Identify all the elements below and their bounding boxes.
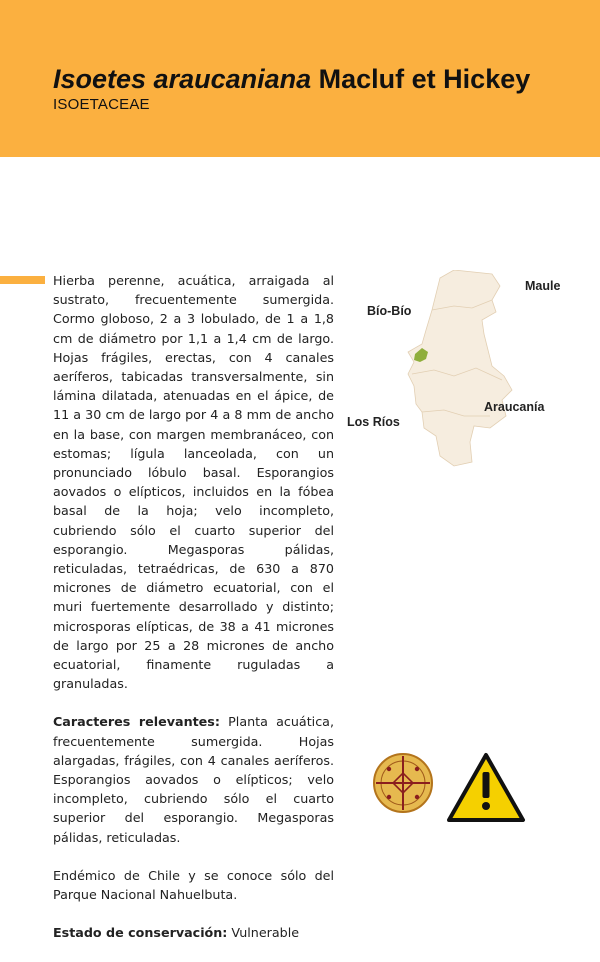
description-column bbox=[53, 271, 334, 962]
region-map-svg bbox=[342, 270, 592, 470]
relevant-characters-label: Caracteres relevantes: bbox=[53, 714, 220, 730]
species-author: Macluf et Hickey bbox=[318, 64, 531, 94]
family-name: ISOETACEAE bbox=[53, 96, 150, 113]
map-label-maule: Maule bbox=[525, 279, 561, 293]
map-label-losrios: Los Ríos bbox=[347, 415, 400, 429]
relevant-characters-text: Planta acuática, frecuentemente sumergida. Hojas alargadas, frágiles, con 4 canales aeríferos. Esporangios aovados o elípticos; velo incompleto, cubriendo sólo el cuarto superior del esporangio. Megasporas pálidas, reticuladas. bbox=[53, 714, 334, 845]
mapuche-seal-icon bbox=[372, 752, 434, 814]
conservation-label: Estado de conservación: bbox=[53, 925, 228, 941]
map-label-araucania: Araucanía bbox=[484, 400, 545, 414]
conservation-paragraph bbox=[53, 923, 334, 942]
warning-triangle-icon bbox=[446, 752, 526, 822]
species-title bbox=[53, 62, 530, 96]
land-shape bbox=[408, 270, 512, 466]
accent-bar bbox=[0, 276, 45, 284]
map-label-biobio: Bío-Bío bbox=[367, 304, 412, 318]
conservation-value: Vulnerable bbox=[231, 925, 300, 941]
description-paragraph: Hierba perenne, acuática, arraigada al sustrato, frecuentemente sumergida. Cormo globoso, 2 a 3 lobulado, de 1 a 1,8 cm de diámetro por 1,1 a 1,4 cm de largo. Hojas frágiles, erectas, con 4 canales aeríferos, tabicadas transversalmente, sin lámina dilatada, atenuadas en el ápice, de 11 a 30 cm de largo por 4 a 8 mm de ancho en la base, con margen membranáceo, con estomas; lígula lanceolada, con un pronunciado lóbulo basal. Esporangios aovados o elípticos, incluidos en la fóbea basal de la hoja; velo incompleto, cubriendo sólo el cuarto superior del esporangio. Megasporas pálidas, reticuladas, tetraédricas, de 630 a 870 micrones de diámetro ecuatorial, con el muri fuertemente desarrollado y distinto; microsporas elípticas, de 38 a 41 micrones de largo por 25 a 28 micrones de ancho ecuatorial, finamente ruguladas a granuladas. bbox=[53, 273, 334, 692]
distribution-paragraph: Endémico de Chile y se conoce sólo del Parque Nacional Nahuelbuta. bbox=[53, 867, 334, 903]
distribution-map bbox=[342, 270, 592, 470]
relevant-characters-paragraph bbox=[53, 712, 334, 846]
species-name: Isoetes araucaniana bbox=[53, 64, 312, 94]
